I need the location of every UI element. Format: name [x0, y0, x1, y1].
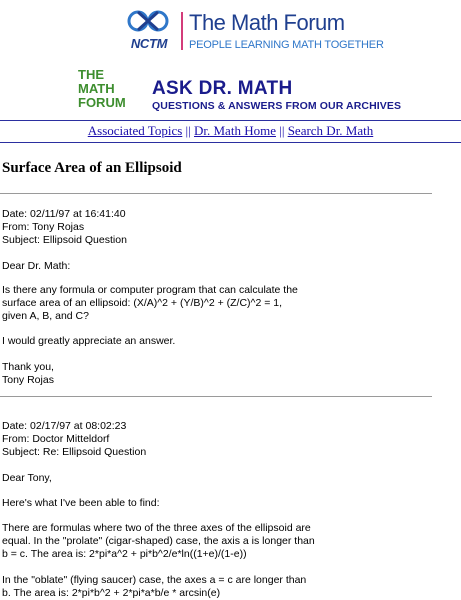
- nctm-logo-text: NCTM: [130, 36, 168, 51]
- message-date: Date: 02/17/97 at 08:02:23: [2, 420, 127, 432]
- message-line: b = c. The area is: 2*pi*a^2 + pi*b^2/e*ln((1+e)/(1-e)): [2, 548, 247, 560]
- nav-links: [0, 123, 461, 139]
- message-greeting: Dear Dr. Math:: [2, 260, 71, 272]
- message-line: Thank you,: [2, 361, 54, 373]
- message-line: There are formulas where two of the three axes of the ellipsoid are: [2, 522, 311, 534]
- message-line: b. The area is: 2*pi*b^2 + 2*pi*a*b/e * arcsin(e): [2, 587, 221, 599]
- message-from: From: Tony Rojas: [2, 221, 85, 233]
- message-subject: Subject: Ellipsoid Question: [2, 234, 127, 246]
- forum-wordmark[interactable]: [78, 68, 140, 110]
- math-forum-logo[interactable]: [122, 8, 384, 52]
- nav-dr-math-home-link[interactable]: Dr. Math Home: [194, 123, 276, 138]
- message-date: Date: 02/11/97 at 16:41:40: [2, 208, 126, 220]
- nav-search-dr-math-link[interactable]: Search Dr. Math: [287, 123, 374, 138]
- nav-separator: ||: [185, 123, 191, 138]
- nav-separator: ||: [279, 123, 285, 138]
- message-line: In the "oblate" (flying saucer) case, the axes a = c are longer than: [2, 574, 307, 586]
- message-from: From: Doctor Mitteldorf: [2, 433, 110, 445]
- message-paragraph: Here's what I've been able to find:: [2, 497, 160, 509]
- message-divider: [0, 396, 432, 397]
- message-paragraph: [2, 284, 298, 323]
- message-signature: [2, 361, 54, 387]
- message-line: given A, B, and C?: [2, 310, 89, 322]
- message-header: [2, 208, 127, 247]
- page-title: Surface Area of an Ellipsoid: [2, 160, 182, 176]
- ask-dr-math-subtitle: QUESTIONS & ANSWERS FROM OUR ARCHIVES: [152, 100, 402, 112]
- logo-divider: [181, 12, 183, 50]
- message-paragraph: [2, 574, 306, 600]
- message-line: equal. In the "prolate" (cigar-shaped) case, the axis a is longer than: [2, 535, 315, 547]
- forum-wordmark-line: MATH: [78, 81, 115, 96]
- message-divider: [0, 193, 432, 194]
- forum-wordmark-line: THE: [78, 67, 104, 82]
- message-greeting: Dear Tony,: [2, 472, 52, 484]
- message-paragraph: I would greatly appreciate an answer.: [2, 335, 176, 347]
- header-rule-bottom: [0, 142, 461, 143]
- header-rule-top: [0, 120, 461, 121]
- message-subject: Subject: Re: Ellipsoid Question: [2, 446, 147, 458]
- site-tagline: PEOPLE LEARNING MATH TOGETHER: [189, 39, 384, 51]
- nav-associated-topics-link[interactable]: Associated Topics: [87, 123, 183, 138]
- site-title: The Math Forum: [189, 10, 345, 35]
- message-line: surface area of an ellipsoid: (X/A)^2 + (Y/B)^2 + (Z/C)^2 = 1,: [2, 297, 283, 309]
- message-line: Tony Rojas: [2, 374, 54, 386]
- ask-dr-math-title[interactable]: ASK DR. MATH: [152, 78, 293, 99]
- message-line: Is there any formula or computer program that can calculate the: [2, 284, 298, 296]
- forum-wordmark-line: FORUM: [78, 95, 126, 110]
- message-header: [2, 420, 146, 459]
- message-paragraph: [2, 522, 315, 561]
